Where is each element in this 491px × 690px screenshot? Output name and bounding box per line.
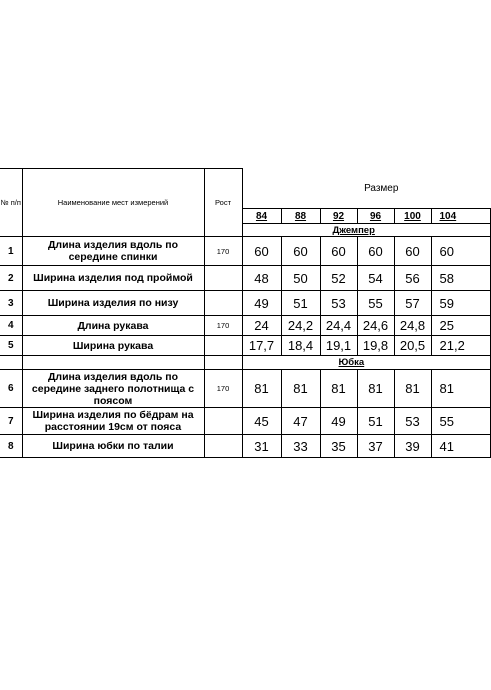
- row-value: 31: [242, 435, 281, 458]
- row-value: 20,5: [394, 336, 431, 356]
- row-name: Длина изделия вдоль по середине спинки: [22, 237, 204, 266]
- row-number: 3: [0, 291, 22, 316]
- row-number: 2: [0, 266, 22, 291]
- table-row: [0, 370, 490, 408]
- row-name: Ширина изделия по бёдрам на расстоянии 19см от пояса: [22, 408, 204, 435]
- row-number: 8: [0, 435, 22, 458]
- row-value: 51: [357, 408, 394, 435]
- row-value: 58: [431, 266, 490, 291]
- header-number: № п/п: [0, 169, 22, 237]
- size-104: 104: [431, 209, 490, 224]
- row-value: 25: [431, 316, 490, 336]
- row-value: 55: [431, 408, 490, 435]
- row-value: 50: [281, 266, 320, 291]
- row-name: Ширина изделия под проймой: [22, 266, 204, 291]
- size-84: 84: [242, 209, 281, 224]
- size-88: 88: [281, 209, 320, 224]
- row-value: 24,2: [281, 316, 320, 336]
- row-value: 47: [281, 408, 320, 435]
- row-height: [204, 291, 242, 316]
- row-value: 52: [320, 266, 357, 291]
- section-spacer: [204, 356, 242, 370]
- row-value: 49: [242, 291, 281, 316]
- row-value: 19,1: [320, 336, 357, 356]
- row-height: 170: [204, 237, 242, 266]
- row-value: 24: [242, 316, 281, 336]
- row-value: 60: [357, 237, 394, 266]
- table-row: [0, 408, 490, 435]
- header-height: Рост: [204, 169, 242, 237]
- row-height: [204, 435, 242, 458]
- row-value: 33: [281, 435, 320, 458]
- row-number: 7: [0, 408, 22, 435]
- row-number: 6: [0, 370, 22, 408]
- row-value: 54: [357, 266, 394, 291]
- row-value: 56: [394, 266, 431, 291]
- row-value: 81: [357, 370, 394, 408]
- row-height: 170: [204, 316, 242, 336]
- table-row: [0, 316, 490, 336]
- table-row: [0, 336, 490, 356]
- header-name: Наименование мест измерений: [22, 169, 204, 237]
- size-96: 96: [357, 209, 394, 224]
- table-row: [0, 266, 490, 291]
- row-value: 60: [320, 237, 357, 266]
- row-value: 21,2: [431, 336, 490, 356]
- row-name: Длина изделия вдоль по середине заднего полотнища с поясом: [22, 370, 204, 408]
- table-row: [0, 237, 490, 266]
- section-jumper: Джемпер: [242, 224, 490, 237]
- row-value: 81: [281, 370, 320, 408]
- row-value: 60: [242, 237, 281, 266]
- section-skirt: Юбка: [242, 356, 490, 370]
- row-height: [204, 266, 242, 291]
- row-value: 35: [320, 435, 357, 458]
- row-name: Ширина юбки по талии: [22, 435, 204, 458]
- header-size: Размер: [242, 169, 490, 209]
- row-value: 51: [281, 291, 320, 316]
- row-name: Ширина рукава: [22, 336, 204, 356]
- size-chart-table: [0, 168, 491, 458]
- size-92: 92: [320, 209, 357, 224]
- row-value: 81: [431, 370, 490, 408]
- row-value: 53: [320, 291, 357, 316]
- row-value: 57: [394, 291, 431, 316]
- row-value: 24,4: [320, 316, 357, 336]
- section-spacer: [22, 356, 204, 370]
- size-chart-container: [0, 168, 465, 463]
- row-height: [204, 336, 242, 356]
- table-row: [0, 291, 490, 316]
- row-value: 60: [281, 237, 320, 266]
- row-value: 17,7: [242, 336, 281, 356]
- size-100: 100: [394, 209, 431, 224]
- row-value: 19,8: [357, 336, 394, 356]
- row-value: 60: [394, 237, 431, 266]
- row-number: 5: [0, 336, 22, 356]
- row-name: Ширина изделия по низу: [22, 291, 204, 316]
- row-height: 170: [204, 370, 242, 408]
- row-value: 60: [431, 237, 490, 266]
- table-row: [0, 435, 490, 458]
- row-number: 4: [0, 316, 22, 336]
- row-value: 37: [357, 435, 394, 458]
- row-height: [204, 408, 242, 435]
- row-value: 81: [394, 370, 431, 408]
- row-value: 49: [320, 408, 357, 435]
- row-number: 1: [0, 237, 22, 266]
- row-value: 59: [431, 291, 490, 316]
- row-value: 39: [394, 435, 431, 458]
- row-value: 18,4: [281, 336, 320, 356]
- row-value: 45: [242, 408, 281, 435]
- row-value: 81: [242, 370, 281, 408]
- row-value: 24,8: [394, 316, 431, 336]
- row-value: 53: [394, 408, 431, 435]
- section-spacer: [0, 356, 22, 370]
- row-value: 24,6: [357, 316, 394, 336]
- row-value: 41: [431, 435, 490, 458]
- row-value: 48: [242, 266, 281, 291]
- row-value: 55: [357, 291, 394, 316]
- row-value: 81: [320, 370, 357, 408]
- row-name: Длина рукава: [22, 316, 204, 336]
